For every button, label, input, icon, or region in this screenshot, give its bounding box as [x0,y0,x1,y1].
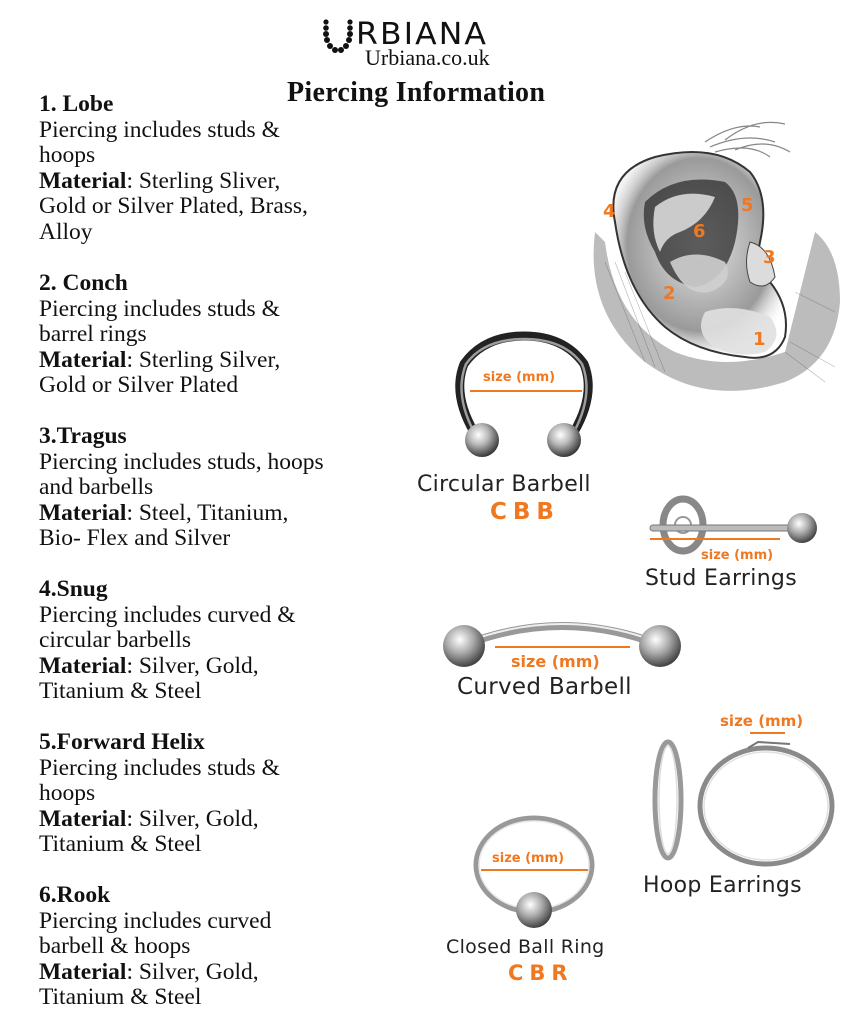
size-label: size (mm) [701,548,774,563]
product-label: Hoop Earrings [643,873,802,898]
ear-marker-6: 6 [693,221,706,242]
section-forward-helix [39,730,419,858]
size-label: size (mm) [492,851,565,866]
section-heading: 6.Rook [39,882,111,908]
ear-marker-2: 2 [663,283,676,304]
material-line: Gold or Silver Plated, Brass, [39,193,308,219]
product-label: Circular Barbell [417,472,591,497]
material-label: Material [39,499,127,526]
brand-url: Urbiana.co.uk [365,45,490,70]
product-label: Closed Ball Ring [446,936,605,958]
product-label: Curved Barbell [457,674,632,700]
ear-diagram [585,112,850,412]
material-value: : Silver, Gold, [126,805,259,832]
material-label: Material [39,652,127,679]
circular-barbell-icon [444,334,604,464]
material-label: Material [39,167,127,194]
urbiana-logo [320,14,535,70]
section-conch [39,271,419,399]
size-indicator-line [481,869,588,871]
material-label: Material [39,805,127,832]
size-indicator-line [650,538,780,540]
material-value: : Steel, Titanium, [126,499,289,526]
material-value: : Sterling Silver, [126,346,281,373]
closed-ball-ring-icon [470,815,600,930]
product-label: Stud Earrings [645,566,797,591]
ear-marker-1: 1 [753,329,766,350]
size-label: size (mm) [483,370,556,385]
includes-line: circular barbells [39,627,192,653]
includes-line: hoops [39,142,96,168]
beaded-u-logo-icon [322,18,356,58]
includes-line: Piercing includes studs, hoops [39,448,324,475]
hoop-earring-icon [650,738,840,868]
ear-marker-3: 3 [763,247,776,268]
section-rook [39,883,419,1011]
ear-sketch-icon [585,112,850,412]
section-tragus [39,424,419,552]
material-line: Alloy [39,218,93,245]
product-code: CBB [490,499,560,525]
material-label: Material [39,346,127,373]
section-lobe [39,92,419,245]
section-heading: 5.Forward Helix [39,729,205,755]
includes-line: barrel rings [39,321,147,347]
includes-line: Piercing includes curved & [39,601,296,628]
size-indicator-line [495,646,630,648]
size-indicator-line [470,390,582,392]
ear-marker-4: 4 [603,201,616,222]
material-value: : Sterling Sliver, [126,167,281,194]
includes-line: hoops [39,780,96,806]
section-snug [39,577,419,705]
size-indicator-line [750,732,785,734]
material-line: Gold or Silver Plated [39,372,239,398]
material-line: Titanium & Steel [39,831,202,857]
size-label: size (mm) [720,712,804,730]
section-heading: 3.Tragus [39,423,127,449]
material-line: Titanium & Steel [39,678,202,704]
product-code: CBR [508,961,574,985]
includes-line: Piercing includes studs & [39,116,280,143]
material-label: Material [39,958,127,985]
size-label: size (mm) [511,652,600,671]
material-line: Bio- Flex and Silver [39,525,231,551]
includes-line: Piercing includes studs & [39,754,280,781]
includes-line: Piercing includes curved [39,907,272,934]
material-value: : Silver, Gold, [126,958,259,985]
includes-line: Piercing includes studs & [39,295,280,322]
section-heading: 4.Snug [39,576,108,602]
brand-wordmark: RBIANA [356,17,489,52]
ear-marker-5: 5 [741,195,754,216]
material-line: Titanium & Steel [39,984,202,1010]
includes-line: and barbells [39,474,154,500]
includes-line: barbell & hoops [39,933,191,959]
section-heading: 2. Conch [39,270,128,296]
material-value: : Silver, Gold, [126,652,259,679]
page-title: Piercing Information [287,77,546,108]
section-heading: 1. Lobe [39,91,114,117]
